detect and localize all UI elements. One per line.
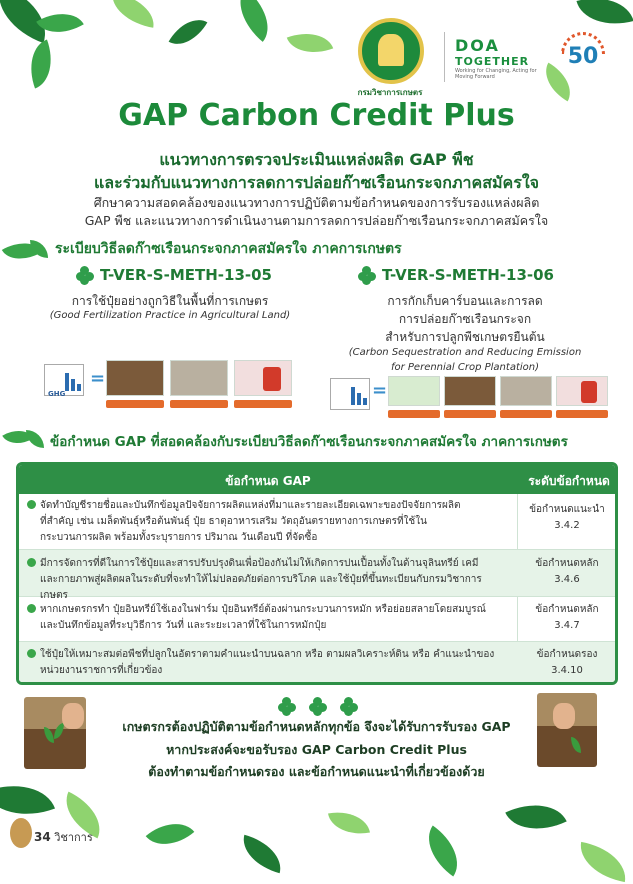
doa-text: DOA xyxy=(455,36,500,55)
table-header xyxy=(19,465,615,494)
caption-bar xyxy=(106,400,164,408)
together-text: TOGETHER xyxy=(455,55,530,68)
level-cell xyxy=(519,602,615,634)
table-row xyxy=(19,642,615,685)
decor-leaf xyxy=(328,807,370,839)
level-text: ข้อกำหนดแนะนำ xyxy=(529,504,605,515)
method-right-desc-th-2: การปล่อยก๊าซเรือนกระจก xyxy=(398,312,532,326)
table-row xyxy=(19,597,615,642)
header-logos xyxy=(0,14,633,97)
dept-name: กรมวิชาการเกษตร xyxy=(357,88,423,97)
requirements-table xyxy=(16,462,618,685)
equals-icon: = xyxy=(90,368,106,389)
method-right-desc-en-1: (Carbon Sequestration and Reducing Emission xyxy=(348,347,582,358)
infographic-right xyxy=(328,372,618,422)
leaf-bullet-icon xyxy=(27,649,36,658)
fertilizer-hand-photo-right xyxy=(537,693,597,767)
decor-flowers xyxy=(278,697,358,717)
leaf-bullet-icon xyxy=(27,500,36,509)
anniversary-ring xyxy=(561,32,605,54)
col-header-requirement: ข้อกำหนด GAP xyxy=(225,474,311,488)
flower-icon xyxy=(358,266,376,284)
flower-icon xyxy=(340,697,358,715)
caption-bar xyxy=(500,410,552,418)
caption-bar xyxy=(444,410,496,418)
method-code-right: T-VER-S-METH-13-06 xyxy=(382,266,554,284)
description-line-2: GAP พืช และแนวทางการดำเนินงานตามการลดการปล่อยก๊าซเรือนกระจกภาคสมัครใจ xyxy=(84,213,549,228)
requirement-cell xyxy=(27,602,509,634)
description-line-1: ศึกษาความสอดคล้องของแนวทางการปฏิบัติตามข้อกำหนดของการรับรองแหล่งผลิต xyxy=(93,195,540,210)
requirement-cell xyxy=(27,647,509,679)
decor-leaf xyxy=(146,810,195,857)
ghg-chart-icon xyxy=(330,378,370,410)
doa-tagline: Working for Changing, Acting for Moving Forward xyxy=(455,68,537,80)
section-leaf-icon xyxy=(26,430,44,448)
requirement-text: หน่วยงานราชการที่เกี่ยวข้อง xyxy=(40,665,163,676)
method-left-desc-en: (Good Fertilization Practice in Agricultural Land) xyxy=(49,310,291,321)
seedling-hand-photo-left xyxy=(24,697,86,769)
anniversary-logo xyxy=(555,30,611,86)
requirement-text: มีการจัดการที่ดีในการใช้ปุ๋ยและสารปรับปรุงดินเพื่อป้องกันไม่ให้เกิดการปนเปื้อนทั้งในด้านจุลินทรีย์ เคมี xyxy=(40,558,479,569)
clause-number: 3.4.7 xyxy=(554,620,580,631)
requirements-heading: ข้อกำหนด GAP ที่สอดคล้องกับระเบียบวิธีลดก๊าซเรือนกระจกภาคสมัครใจ ภาคการเกษตร xyxy=(50,434,568,450)
decor-leaf xyxy=(505,791,566,844)
clause-number: 3.4.10 xyxy=(551,665,583,676)
equals-icon: = xyxy=(372,380,388,401)
closing-line-1: เกษตรกรต้องปฏิบัติตามข้อกำหนดหลักทุกข้อ จึงจะได้รับการรับรอง GAP xyxy=(122,719,511,734)
caption-bar xyxy=(556,410,608,418)
leaf-bullet-icon xyxy=(27,558,36,567)
clause-number: 3.4.6 xyxy=(554,574,580,585)
requirement-text: ที่สำคัญ เช่น เมล็ดพันธุ์หรือต้นพันธุ์ ปุ๋ย ธาตุอาหารเสริม วัตถุอันตรายทางการเกษตรที่ใช้ใน xyxy=(40,516,427,527)
footer-emblem xyxy=(10,818,32,848)
decor-leaf xyxy=(576,842,631,882)
subtitle-line-1: แนวทางการตรวจประเมินแหล่งผลิต GAP พืช xyxy=(159,150,474,169)
requirement-text: และบันทึกข้อมูลที่ระบุวิธีการ วันที่ และระยะเวลาที่ใช้ในการหมักปุ๋ย xyxy=(40,620,327,631)
table-row xyxy=(19,494,615,550)
level-text: ข้อกำหนดหลัก xyxy=(535,558,599,569)
decor-leaf xyxy=(237,835,287,873)
page-title: GAP Carbon Credit Plus xyxy=(118,98,515,133)
logo-divider xyxy=(444,32,445,82)
fuel-can-image xyxy=(556,376,608,406)
caption-bar xyxy=(170,400,228,408)
requirement-cell xyxy=(27,498,509,546)
flower-icon xyxy=(309,697,327,715)
requirement-text: และกายภาพสู่ผลิตผลในระดับที่จะทำให้ไม่ปลอดภัยต่อการบริโภค และใช้ปุ๋ยที่ขึ้นทะเบียนกับกรมวิชาการเกษตร xyxy=(40,574,482,601)
page-footer xyxy=(34,828,93,846)
publication-name: วิชาการ xyxy=(54,831,93,844)
table-row xyxy=(19,550,615,601)
requirement-text: หากเกษตรกรทำ ปุ๋ยอินทรีย์ใช้เองในฟาร์ม ปุ๋ยอินทรีย์ต้องผ่านกระบวนการหมัก หรือย่อยสลายโดยสมบูรณ์ xyxy=(40,604,486,615)
doa-together-logo xyxy=(455,36,547,80)
clause-number: 3.4.2 xyxy=(554,520,580,531)
flower-icon xyxy=(76,266,94,284)
fertilizer-pile-image xyxy=(500,376,552,406)
level-text: ข้อกำหนดรอง xyxy=(536,649,598,660)
ghg-label: GHG xyxy=(48,390,66,398)
leaf-bullet-icon xyxy=(27,604,36,613)
tree-rows-image xyxy=(388,376,440,406)
soil-image xyxy=(444,376,496,406)
flower-icon xyxy=(278,697,296,715)
closing-line-2: หากประสงค์จะขอรับรอง GAP Carbon Credit Plus xyxy=(166,742,467,757)
requirement-text: จัดทำบัญชีรายชื่อและบันทึกข้อมูลปัจจัยการผลิตแหล่งที่มาและรายละเอียดเฉพาะของปัจจัยการผลิต xyxy=(40,500,461,511)
col-header-level: ระดับข้อกำหนด xyxy=(528,474,610,488)
level-cell xyxy=(519,502,615,534)
level-cell xyxy=(519,556,615,588)
requirement-text: กระบวนการผลิต พร้อมทั้งระบุรายการ ปริมาณ วันเดือนปี ที่จัดซื้อ xyxy=(40,532,318,543)
closing-line-3: ต้องทำตามข้อกำหนดรอง และข้อกำหนดแนะนำที่เกี่ยวข้องด้วย xyxy=(148,764,485,779)
method-right-desc-th-3: สำหรับการปลูกพืชเกษตรยืนต้น xyxy=(385,330,545,344)
caption-bar xyxy=(388,410,440,418)
method-code-left: T-VER-S-METH-13-05 xyxy=(100,266,272,284)
anniversary-number: 50 xyxy=(567,44,599,69)
subtitle-line-2: และร่วมกับแนวทางการลดการปล่อยก๊าซเรือนกระจกภาคสมัครใจ xyxy=(93,173,540,192)
doa-seal-logo xyxy=(358,18,424,84)
method-right-desc-th-1: การกักเก็บคาร์บอนและการลด xyxy=(387,294,543,308)
infographic-left xyxy=(40,358,310,414)
fuel-can-image xyxy=(234,360,292,396)
fertilizer-pile-image xyxy=(170,360,228,396)
page-number: 34 xyxy=(34,830,51,844)
requirement-text: ใช้ปุ๋ยให้เหมาะสมต่อพืชที่ปลูกในอัตราตามคำแนะนำบนฉลาก หรือ ตามผลวิเคราะห์ดิน หรือ คำแนะนำของ xyxy=(40,649,495,660)
soil-image xyxy=(106,360,164,396)
methods-heading: ระเบียบวิธีลดก๊าซเรือนกระจกภาคสมัครใจ ภาคการเกษตร xyxy=(55,241,402,257)
decor-leaf xyxy=(416,826,471,877)
caption-bar xyxy=(234,400,292,408)
method-left-desc-th: การใช้ปุ๋ยอย่างถูกวิธีในพื้นที่การเกษตร xyxy=(71,294,269,308)
level-cell xyxy=(519,647,615,679)
level-text: ข้อกำหนดหลัก xyxy=(535,604,599,615)
method-right-desc-en-2: for Perennial Crop Plantation) xyxy=(390,362,540,373)
